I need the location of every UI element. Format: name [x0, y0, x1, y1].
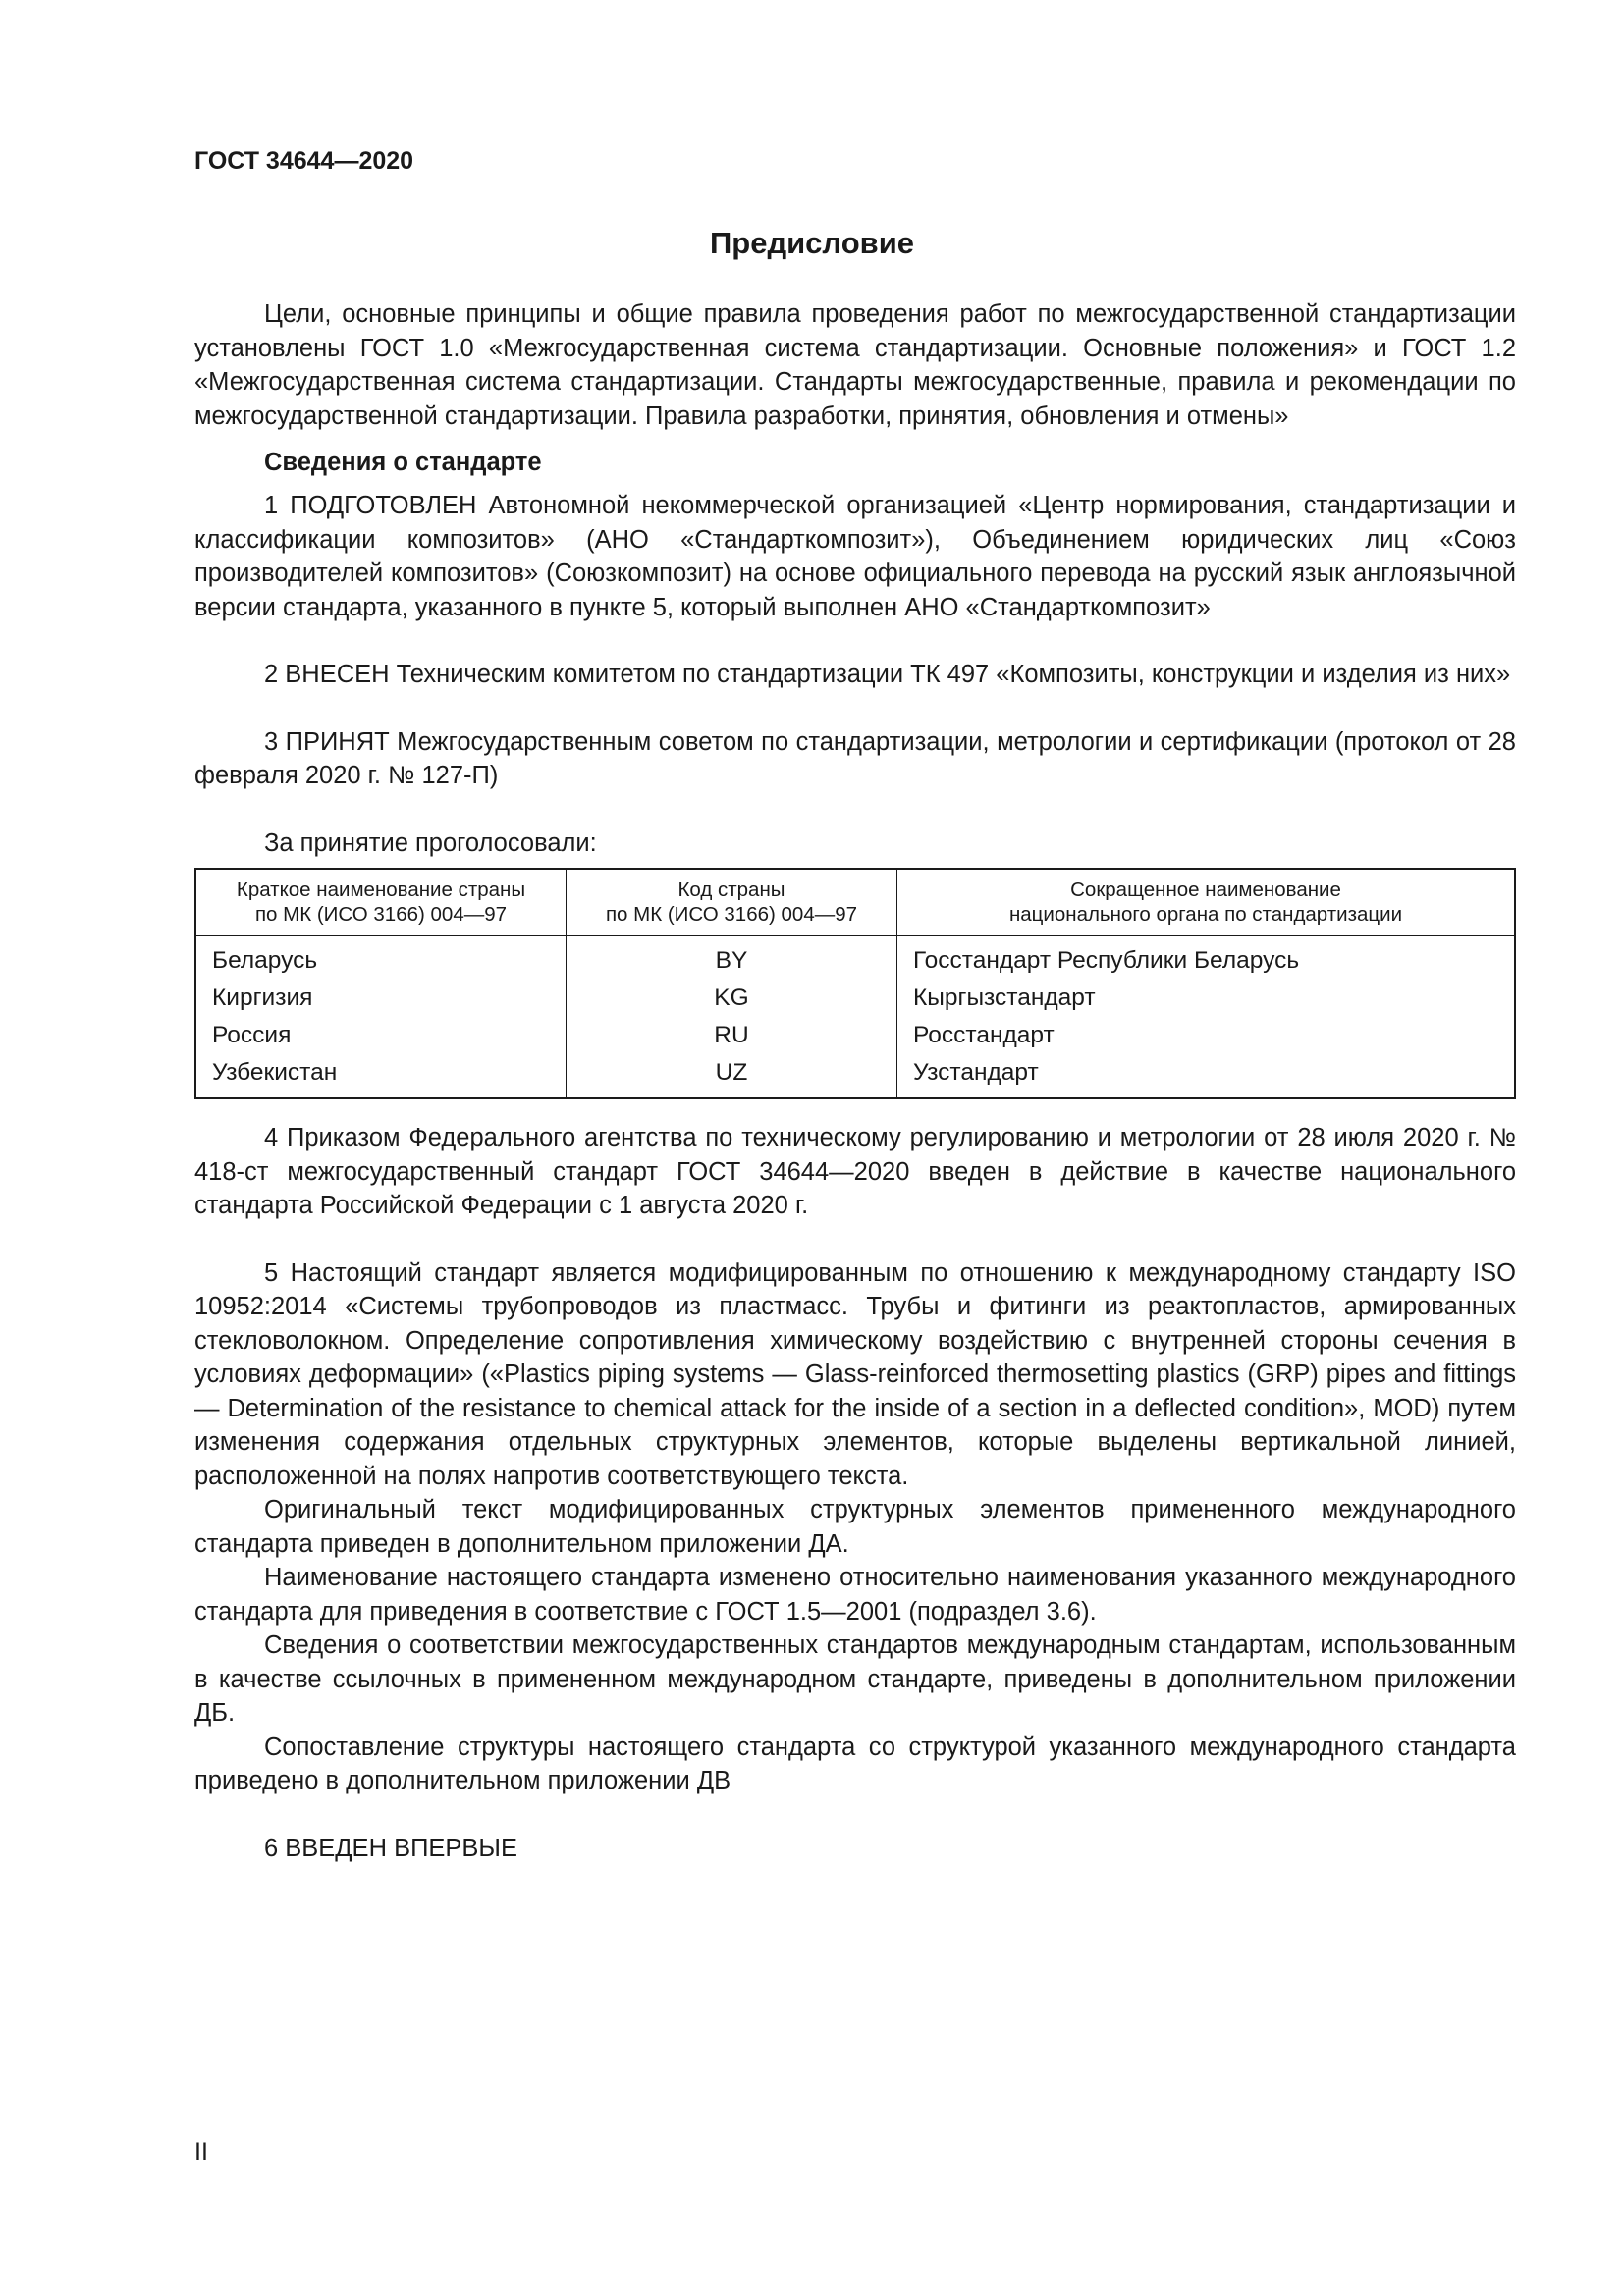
table-header-row — [195, 869, 1515, 936]
item-3: 3 ПРИНЯТ Межгосударственным советом по стандартизации, метрологии и сертификации (протокол от 28 февраля 2020 г. № 127-П) — [194, 727, 1516, 789]
section-title: Сведения о стандарте — [264, 449, 542, 476]
country-cell: Беларусь — [212, 947, 318, 974]
table-row — [195, 936, 1515, 981]
item-5-paragraph-2: Оригинальный текст модифицированных структурных элементов примененного международного стандарта приведен в дополнительном приложении ДА. — [194, 1496, 1516, 1558]
foreword-body — [194, 297, 1516, 1865]
table-row — [195, 1017, 1515, 1054]
code-cell: BY — [567, 936, 897, 981]
national-body-cell: Кыргызстандарт — [913, 985, 1096, 1011]
item-6: 6 ВВЕДЕН ВПЕРВЫЕ — [264, 1834, 518, 1862]
item-5-paragraph-4: Сведения о соответствии межгосударственных стандартов международным стандартам, использованным в качестве ссылочных в примененном международном стандарте, приведены в дополнительном приложении ДБ. — [194, 1631, 1516, 1727]
national-body-cell: Росстандарт — [913, 1022, 1055, 1048]
document-code: ГОСТ 34644—2020 — [194, 147, 414, 175]
header-national-body: Сокращенное наименование национального органа по стандартизации — [897, 869, 1516, 936]
code-cell: UZ — [567, 1054, 897, 1098]
item-1: 1 ПОДГОТОВЛЕН Автономной некоммерческой организацией «Центр нормирования, стандартизации и классификации композитов» (АНО «Стандарткомпозит»), Объединением юридических лиц «Союз производителей композитов» (Союзкомпозит) на основе официального перевода на русский язык англоязычной версии стандарта, указанного в пункте 5, который выполнен АНО «Стандарткомпозит» — [194, 492, 1516, 621]
page-number: II — [194, 2138, 208, 2165]
code-cell: RU — [567, 1017, 897, 1054]
table-row — [195, 980, 1515, 1017]
national-body-cell: Госстандарт Республики Беларусь — [913, 947, 1300, 974]
item-2: 2 ВНЕСЕН Техническим комитетом по стандартизации ТК 497 «Композиты, конструкции и изделия из них» — [264, 661, 1511, 688]
item-5: 5 Настоящий стандарт является модифицированным по отношению к международному стандарту ISO 10952:2014 «Системы трубопроводов из пластмасс. Трубы и фитинги из реактопластов, армированных стекловолокном. Определение сопротивления химическому воздействию с внутренней стороны сечения в условиях деформации» («Plastics piping systems — Glass-reinforced thermosetting plastics (GRP) pipes and fittings — Determination of the resistance to chemical attack for the inside of a section in a deflected condition», MOD) путем изменения содержания отдельных структурных элементов, которые выделены вертикальной линией, расположенной на полях напротив соответствующего текста. — [194, 1258, 1516, 1490]
header-code: Код страны по МК (ИСО 3166) 004—97 — [567, 869, 897, 936]
country-cell: Россия — [212, 1022, 292, 1048]
item-5-paragraph-5: Сопоставление структуры настоящего стандарта со структурой указанного международного стандарта приведено в дополнительном приложении ДВ — [194, 1733, 1516, 1794]
national-body-cell: Узстандарт — [913, 1059, 1039, 1086]
intro-paragraph: Цели, основные принципы и общие правила проведения работ по межгосударственной стандартизации установлены ГОСТ 1.0 «Межгосударственная система стандартизации. Основные положения» и ГОСТ 1.2 «Межгосударственная система стандартизации. Стандарты межгосударственные, правила и рекомендации по межгосударственной стандартизации. Правила разработки, принятия, обновления и отмены» — [194, 300, 1516, 430]
item-5-paragraph-3: Наименование настоящего стандарта изменено относительно наименования указанного международного стандарта для приведения в соответствие с ГОСТ 1.5—2001 (подраздел 3.6). — [194, 1564, 1516, 1626]
page-title: Предисловие — [709, 226, 914, 260]
voting-table — [194, 868, 1516, 1099]
country-cell: Узбекистан — [212, 1059, 338, 1086]
header-country: Краткое наименование страны по МК (ИСО 3166) 004—97 — [195, 869, 567, 936]
item-4: 4 Приказом Федерального агентства по техническому регулированию и метрологии от 28 июля 2020 г. № 418-ст межгосударственный стандарт ГОСТ 34644—2020 введен в действие в качестве национального стандарта Российской Федерации с 1 августа 2020 г. — [194, 1124, 1516, 1219]
vote-intro: За принятие проголосовали: — [264, 828, 597, 857]
code-cell: KG — [567, 980, 897, 1017]
country-cell: Киргизия — [212, 985, 313, 1011]
table-row — [195, 1054, 1515, 1098]
